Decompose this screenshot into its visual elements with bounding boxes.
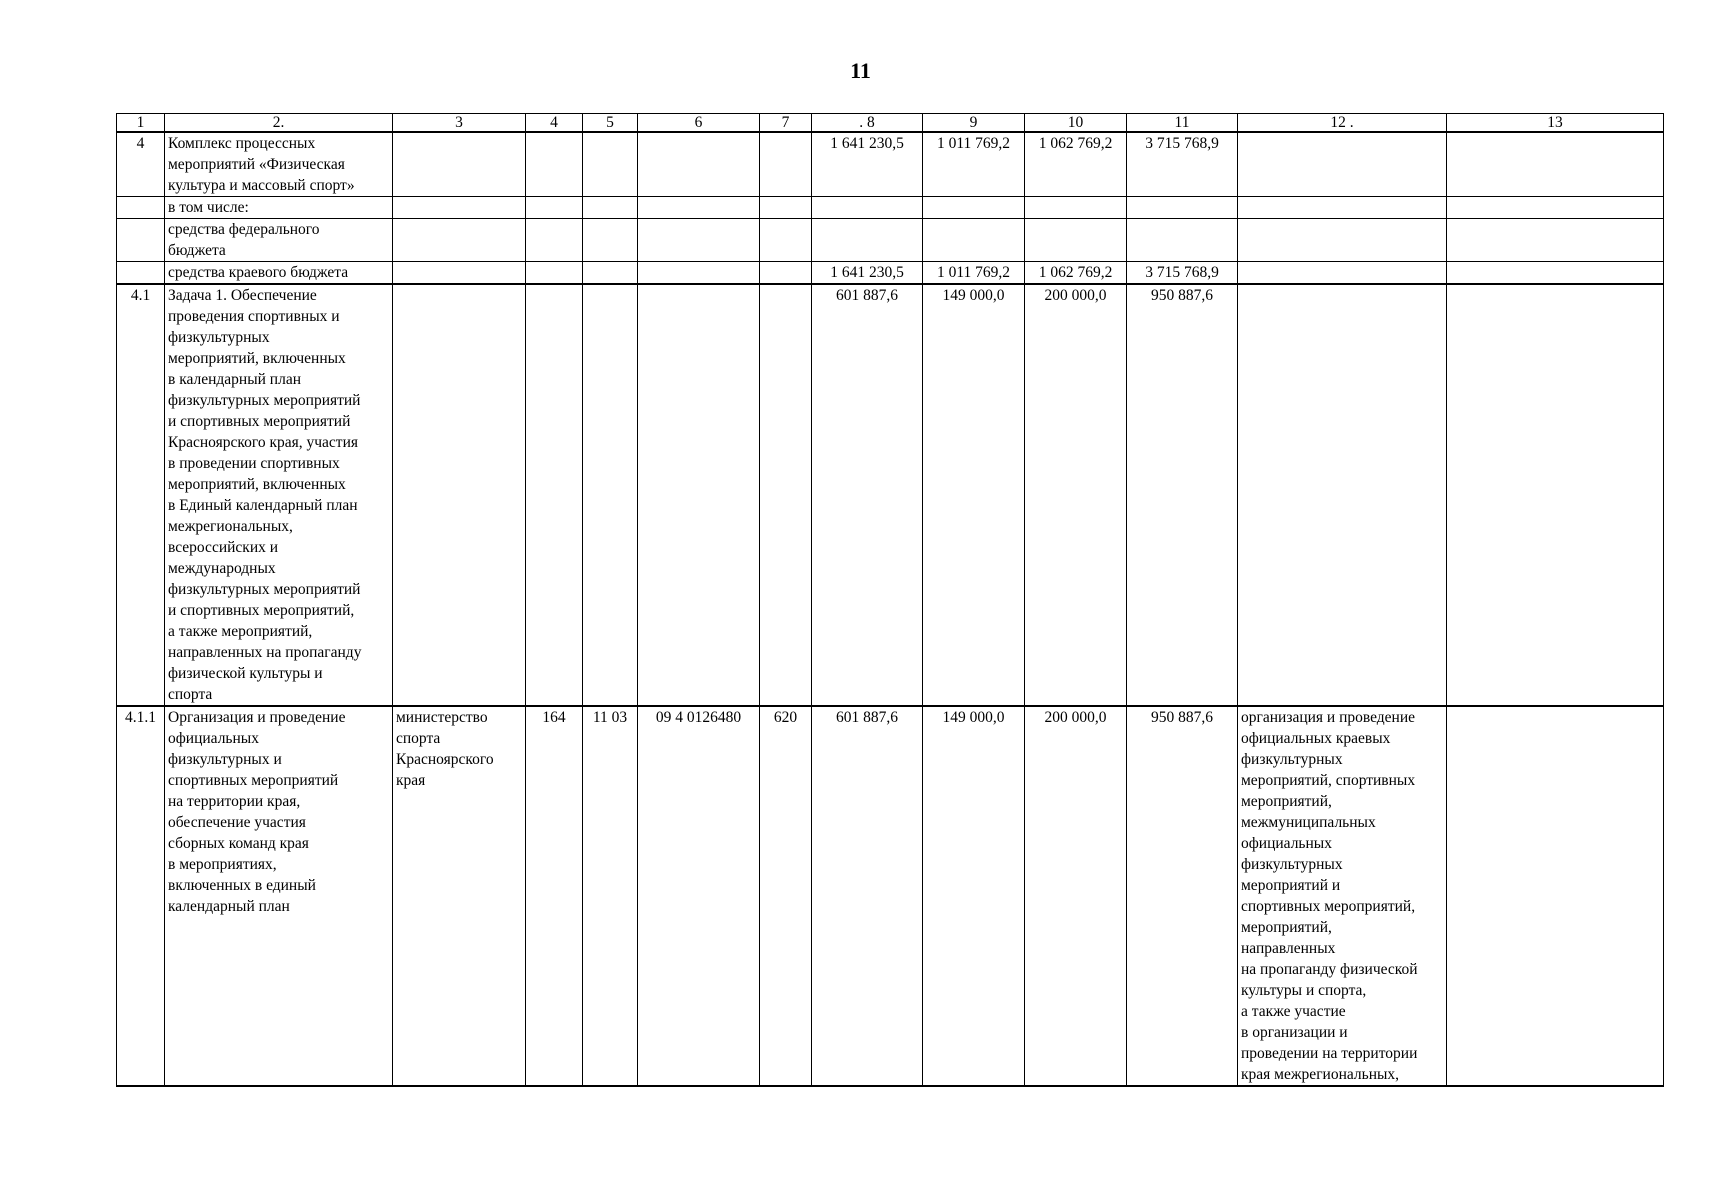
- expected-result-cell-line: мероприятий,: [1241, 919, 1332, 936]
- budget-table: [116, 113, 1664, 1087]
- grbs-code-cell: [526, 219, 583, 262]
- expected-result-cell-line: спортивных мероприятий,: [1241, 898, 1416, 915]
- row-name-cell-line: бюджета: [168, 242, 226, 259]
- executor-cell-line: спорта: [396, 730, 441, 747]
- expected-result-cell-line: физкультурных: [1241, 751, 1343, 768]
- expected-result-cell: [1238, 132, 1447, 197]
- row-name-cell-line: сборных команд края: [168, 835, 309, 852]
- executor-cell-line: министерство: [396, 709, 488, 726]
- amount-col10-cell: 200 000,0: [1025, 706, 1127, 1086]
- rzpr-code-cell: 11 03: [583, 706, 638, 1086]
- column-number-4: 4: [526, 114, 583, 133]
- amount-col8-cell: 1 641 230,5: [812, 132, 923, 197]
- expected-result-cell-line: направленных: [1241, 940, 1336, 957]
- column-number-row: [117, 114, 1664, 133]
- row-number-cell: 4.1: [117, 284, 165, 706]
- table-row: [117, 262, 1664, 285]
- rzpr-code-cell: [583, 197, 638, 219]
- row-name-cell-line: физкультурных мероприятий: [168, 392, 361, 409]
- csr-code-cell: [638, 262, 760, 285]
- rzpr-code-cell: [583, 284, 638, 706]
- amount-col8-cell: 601 887,6: [812, 284, 923, 706]
- row-name-cell-line: физической культуры и: [168, 665, 323, 682]
- table-body: [117, 114, 1664, 1087]
- rzpr-code-cell: [583, 262, 638, 285]
- expected-result-cell-line: мероприятий, спортивных: [1241, 772, 1416, 789]
- amount-total-cell: [1127, 197, 1238, 219]
- row-name-cell-line: в календарный план: [168, 371, 302, 388]
- amount-total-cell: 950 887,6: [1127, 284, 1238, 706]
- amount-total-cell: 3 715 768,9: [1127, 132, 1238, 197]
- amount-col9-cell: [923, 219, 1025, 262]
- amount-col9-cell: 149 000,0: [923, 706, 1025, 1086]
- column-number-10: 10: [1025, 114, 1127, 133]
- row-name-cell-line: обеспечение участия: [168, 814, 306, 831]
- executor-cell: [393, 197, 526, 219]
- amount-total-cell: [1127, 219, 1238, 262]
- expected-result-cell-line: официальных: [1241, 835, 1332, 852]
- vr-code-cell: [760, 284, 812, 706]
- row-name-cell-line: всероссийских и: [168, 539, 279, 556]
- row-name-cell-line: Организация и проведение: [168, 709, 346, 726]
- grbs-code-cell: [526, 262, 583, 285]
- expected-result-cell: [1238, 284, 1447, 706]
- column-number-1: 1: [117, 114, 165, 133]
- row-number-cell: 4: [117, 132, 165, 197]
- expected-result-cell-line: официальных краевых: [1241, 730, 1391, 747]
- column-number-6: 6: [638, 114, 760, 133]
- amount-col9-cell: 1 011 769,2: [923, 132, 1025, 197]
- amount-col10-cell: [1025, 197, 1127, 219]
- column-number-9: 9: [923, 114, 1025, 133]
- row-name-cell: [165, 706, 393, 1086]
- executor-cell: [393, 284, 526, 706]
- grbs-code-cell: 164: [526, 706, 583, 1086]
- row-name-cell-line: спорта: [168, 686, 213, 703]
- expected-result-cell: [1238, 219, 1447, 262]
- executor-cell: [393, 132, 526, 197]
- row-name-cell-line: спортивных мероприятий: [168, 772, 339, 789]
- executor-cell-line: Красноярского: [396, 751, 494, 768]
- amount-col8-cell: 601 887,6: [812, 706, 923, 1086]
- expected-result-cell: [1238, 197, 1447, 219]
- col13-cell: [1447, 219, 1664, 262]
- table-row: [117, 706, 1664, 1086]
- expected-result-cell-line: края межрегиональных,: [1241, 1066, 1400, 1083]
- row-name-cell-line: официальных: [168, 730, 259, 747]
- expected-result-cell-line: на пропаганду физической: [1241, 961, 1418, 978]
- column-number-5: 5: [583, 114, 638, 133]
- col13-cell: [1447, 706, 1664, 1086]
- row-number-cell: [117, 262, 165, 285]
- csr-code-cell: [638, 284, 760, 706]
- row-name-cell-line: и спортивных мероприятий,: [168, 602, 355, 619]
- row-name-cell-line: мероприятий, включенных: [168, 350, 346, 367]
- amount-col9-cell: 1 011 769,2: [923, 262, 1025, 285]
- amount-col10-cell: [1025, 219, 1127, 262]
- column-number-8: . 8: [812, 114, 923, 133]
- table-row: [117, 284, 1664, 706]
- column-number-12: 12 .: [1238, 114, 1447, 133]
- col13-cell: [1447, 197, 1664, 219]
- row-name-cell: [165, 219, 393, 262]
- row-name-cell-line: на территории края,: [168, 793, 301, 810]
- row-name-cell-line: физкультурных: [168, 329, 270, 346]
- amount-col8-cell: [812, 219, 923, 262]
- rzpr-code-cell: [583, 219, 638, 262]
- table-row: [117, 132, 1664, 197]
- executor-cell: [393, 219, 526, 262]
- expected-result-cell-line: организация и проведение: [1241, 709, 1416, 726]
- row-name-cell-line: международных: [168, 560, 276, 577]
- amount-col9-cell: 149 000,0: [923, 284, 1025, 706]
- expected-result-cell-line: культуры и спорта,: [1241, 982, 1367, 999]
- row-name-cell-line: средства федерального: [168, 221, 320, 238]
- vr-code-cell: [760, 132, 812, 197]
- column-number-2: 2.: [165, 114, 393, 133]
- column-number-7: 7: [760, 114, 812, 133]
- expected-result-cell-line: межмуниципальных: [1241, 814, 1376, 831]
- rzpr-code-cell: [583, 132, 638, 197]
- table-row: [117, 197, 1664, 219]
- amount-col9-cell: [923, 197, 1025, 219]
- row-name-cell-line: календарный план: [168, 898, 290, 915]
- row-name-cell-line: проведения спортивных и: [168, 308, 340, 325]
- col13-cell: [1447, 262, 1664, 285]
- amount-total-cell: 3 715 768,9: [1127, 262, 1238, 285]
- amount-col8-cell: [812, 197, 923, 219]
- row-name-cell-line: включенных в единый: [168, 877, 316, 894]
- grbs-code-cell: [526, 132, 583, 197]
- executor-cell: [393, 262, 526, 285]
- col13-cell: [1447, 284, 1664, 706]
- col13-cell: [1447, 132, 1664, 197]
- expected-result-cell-line: мероприятий,: [1241, 793, 1332, 810]
- page-number: 11: [850, 58, 871, 83]
- row-name-cell-line: Задача 1. Обеспечение: [168, 287, 317, 304]
- row-number-cell: [117, 197, 165, 219]
- row-name-cell-line: направленных на пропаганду: [168, 644, 362, 661]
- row-name-cell-line: а также мероприятий,: [168, 623, 313, 640]
- row-name-cell-line: в мероприятиях,: [168, 856, 277, 873]
- row-name-cell-line: физкультурных мероприятий: [168, 581, 361, 598]
- row-name-cell-line: Красноярского края, участия: [168, 434, 358, 451]
- row-name-cell: [165, 197, 393, 219]
- expected-result-cell: [1238, 706, 1447, 1086]
- expected-result-cell-line: физкультурных: [1241, 856, 1343, 873]
- csr-code-cell: 09 4 0126480: [638, 706, 760, 1086]
- row-name-cell-line: в том числе:: [168, 199, 249, 216]
- amount-col10-cell: 1 062 769,2: [1025, 262, 1127, 285]
- column-number-13: 13: [1447, 114, 1664, 133]
- vr-code-cell: [760, 262, 812, 285]
- expected-result-cell: [1238, 262, 1447, 285]
- row-name-cell-line: межрегиональных,: [168, 518, 293, 535]
- column-number-11: 11: [1127, 114, 1238, 133]
- row-name-cell-line: культура и массовый спорт»: [168, 177, 355, 194]
- row-name-cell-line: средства краевого бюджета: [168, 264, 349, 281]
- grbs-code-cell: [526, 197, 583, 219]
- expected-result-cell-line: а также участие: [1241, 1003, 1346, 1020]
- row-name-cell: [165, 284, 393, 706]
- column-number-3: 3: [393, 114, 526, 133]
- row-name-cell-line: в Единый календарный план: [168, 497, 358, 514]
- expected-result-cell-line: проведении на территории: [1241, 1045, 1418, 1062]
- expected-result-cell-line: в организации и: [1241, 1024, 1348, 1041]
- table-row: [117, 219, 1664, 262]
- row-name-cell-line: и спортивных мероприятий: [168, 413, 351, 430]
- csr-code-cell: [638, 132, 760, 197]
- amount-col8-cell: 1 641 230,5: [812, 262, 923, 285]
- csr-code-cell: [638, 197, 760, 219]
- row-name-cell-line: мероприятий, включенных: [168, 476, 346, 493]
- vr-code-cell: 620: [760, 706, 812, 1086]
- amount-col10-cell: 1 062 769,2: [1025, 132, 1127, 197]
- expected-result-cell-line: мероприятий и: [1241, 877, 1341, 894]
- row-name-cell-line: физкультурных и: [168, 751, 282, 768]
- row-name-cell: [165, 132, 393, 197]
- csr-code-cell: [638, 219, 760, 262]
- amount-col10-cell: 200 000,0: [1025, 284, 1127, 706]
- row-name-cell-line: Комплекс процессных: [168, 135, 316, 152]
- row-number-cell: 4.1.1: [117, 706, 165, 1086]
- row-number-cell: [117, 219, 165, 262]
- amount-total-cell: 950 887,6: [1127, 706, 1238, 1086]
- executor-cell: [393, 706, 526, 1086]
- vr-code-cell: [760, 197, 812, 219]
- vr-code-cell: [760, 219, 812, 262]
- row-name-cell: [165, 262, 393, 285]
- row-name-cell-line: в проведении спортивных: [168, 455, 340, 472]
- row-name-cell-line: мероприятий «Физическая: [168, 156, 345, 173]
- grbs-code-cell: [526, 284, 583, 706]
- executor-cell-line: края: [396, 772, 426, 789]
